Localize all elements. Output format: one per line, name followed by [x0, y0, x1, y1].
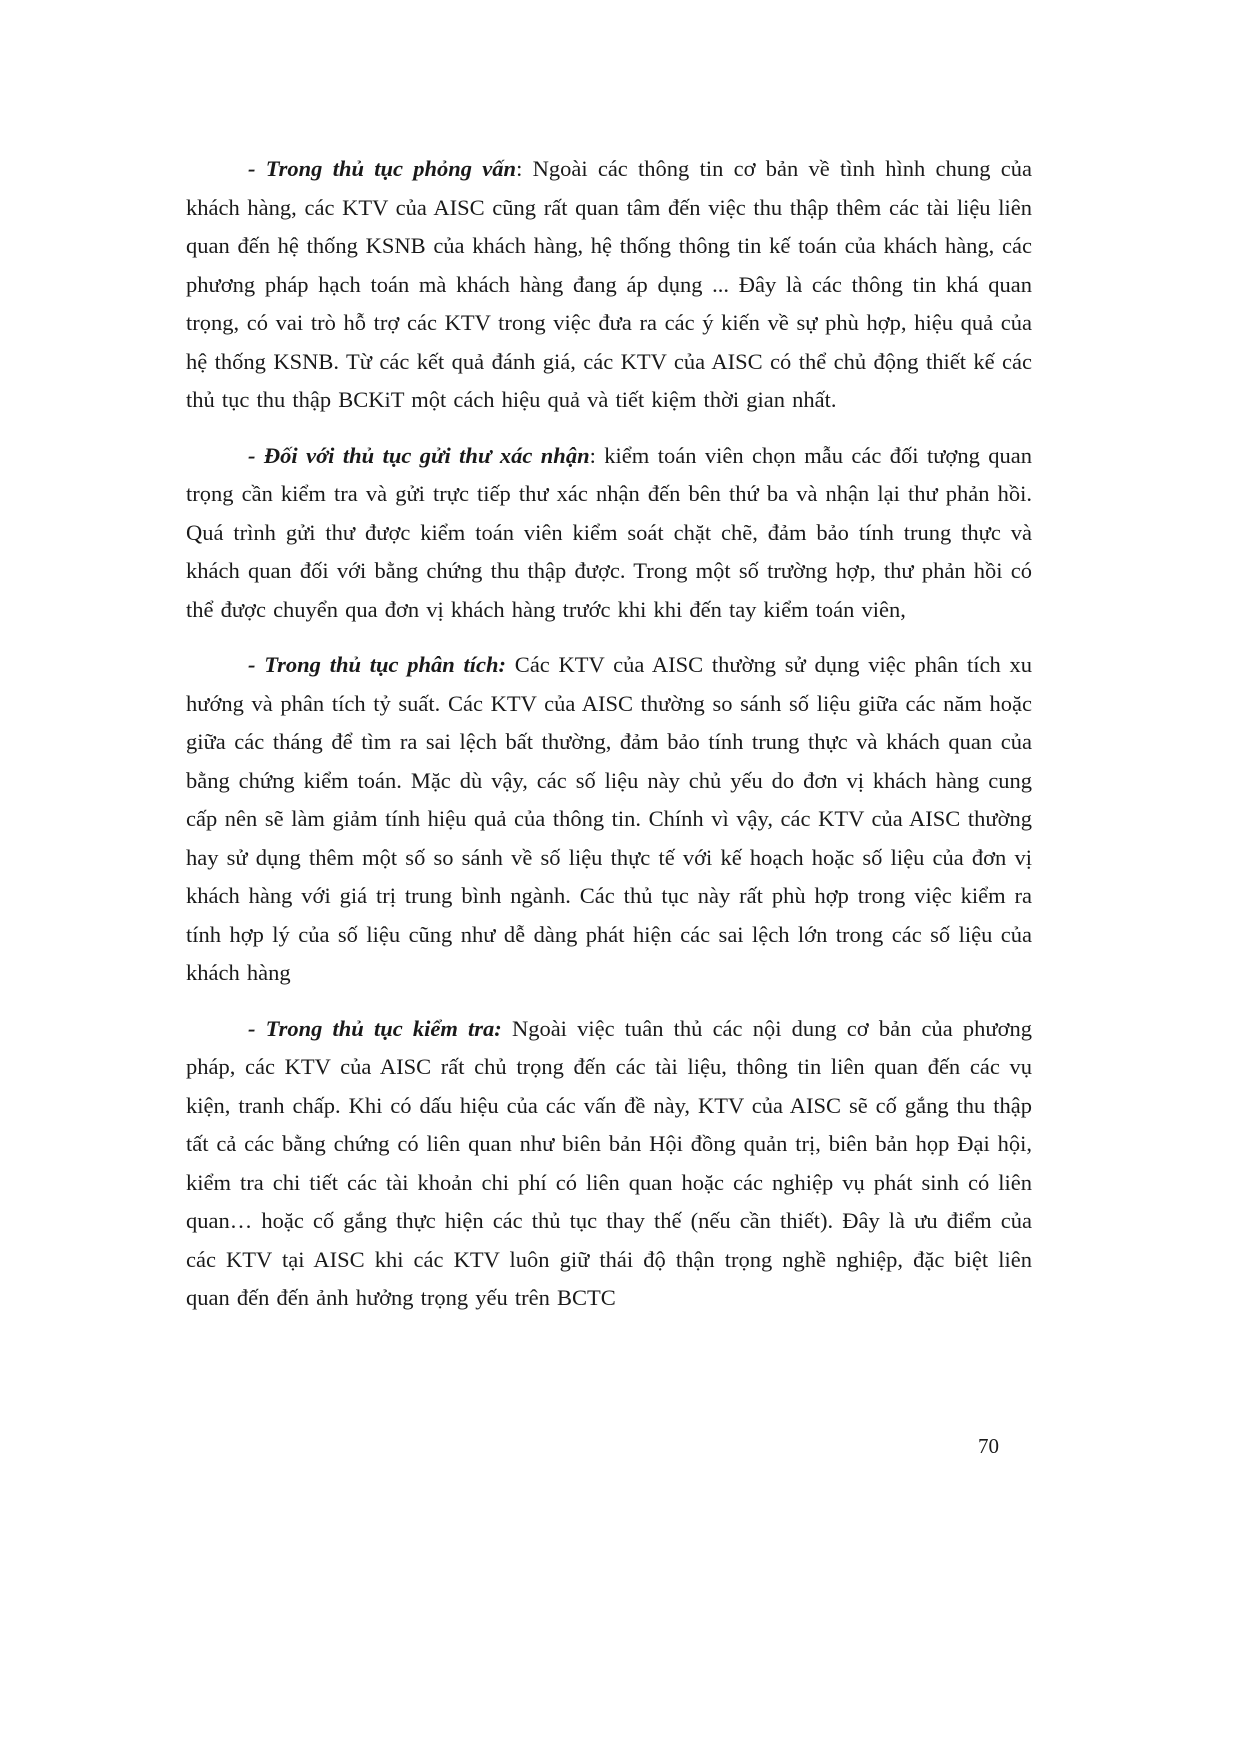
- paragraph-confirmation-letter-procedure: [186, 437, 1032, 630]
- paragraph-lead: - Đối với thủ tục gửi thư xác nhận: [248, 442, 590, 468]
- page-number: 70: [978, 1434, 999, 1458]
- paragraph-lead: - Trong thủ tục phân tích:: [248, 652, 507, 677]
- paragraph-inspection-procedure: [186, 1010, 1032, 1318]
- paragraph-interview-procedure: [186, 150, 1032, 420]
- paragraph-analysis-procedure: [186, 646, 1032, 993]
- paragraph-lead: - Trong thủ tục kiểm tra:: [248, 1015, 502, 1041]
- paragraph-body: Ngoài việc tuân thủ các nội dung cơ bản của phương pháp, các KTV của AISC rất chủ trọng đến các tài liệu, thông tin liên quan đến các vụ kiện, tranh chấp. Khi có dấu hiệu của các vấn đề này, KTV của AISC sẽ cố gắng thu thập tất cả các bằng chứng có liên quan như biên bản Hội đồng quản trị, biên bản họp Đại hội, kiểm tra chi tiết các tài khoản chi phí có liên quan hoặc các nghiệp vụ phát sinh có liên quan… hoặc cố gắng thực hiện các thủ tục thay thế (nếu cần thiết). Đây là ưu điểm của các KTV tại AISC khi các KTV luôn giữ thái độ thận trọng nghề nghiệp, đặc biệt liên quan đến đến ảnh hưởng trọng yếu trên BCTC: [186, 1015, 1032, 1310]
- paragraph-body: Các KTV của AISC thường sử dụng việc phân tích xu hướng và phân tích tỷ suất. Các KTV của AISC thường so sánh số liệu giữa các năm hoặc giữa các tháng để tìm ra sai lệch bất thường, đảm bảo tính trung thực và khách quan của bằng chứng kiểm toán. Mặc dù vậy, các số liệu này chủ yếu do đơn vị khách hàng cung cấp nên sẽ làm giảm tính hiệu quả của thông tin. Chính vì vậy, các KTV của AISC thường hay sử dụng thêm một số so sánh về số liệu thực tế với kế hoạch hoặc số liệu của đơn vị khách hàng với giá trị trung bình ngành. Các thủ tục này rất phù hợp trong việc kiểm ra tính hợp lý của số liệu cũng như dễ dàng phát hiện các sai lệch lớn trong các số liệu của khách hàng: [186, 652, 1032, 985]
- paragraph-body: : Ngoài các thông tin cơ bản về tình hình chung của khách hàng, các KTV của AISC cũng rất quan tâm đến việc thu thập thêm các tài liệu liên quan đến hệ thống KSNB của khách hàng, hệ thống thông tin kế toán của khách hàng, các phương pháp hạch toán mà khách hàng đang áp dụng ... Đây là các thông tin khá quan trọng, có vai trò hỗ trợ các KTV trong việc đưa ra các ý kiến về sự phù hợp, hiệu quả của hệ thống KSNB. Từ các kết quả đánh giá, các KTV của AISC có thể chủ động thiết kế các thủ tục thu thập BCKiT một cách hiệu quả và tiết kiệm thời gian nhất.: [186, 156, 1032, 412]
- paragraph-lead: - Trong thủ tục phỏng vấn: [248, 156, 517, 181]
- paragraph-body: : kiểm toán viên chọn mẫu các đối tượng quan trọng cần kiểm tra và gửi trực tiếp thư xác nhận đến bên thứ ba và nhận lại thư phản hồi. Quá trình gửi thư được kiểm toán viên kiểm soát chặt chẽ, đảm bảo tính trung thực và khách quan đối với bằng chứng thu thập được. Trong một số trường hợp, thư phản hồi có thể được chuyển qua đơn vị khách hàng trước khi khi đến tay kiểm toán viên,: [186, 442, 1033, 622]
